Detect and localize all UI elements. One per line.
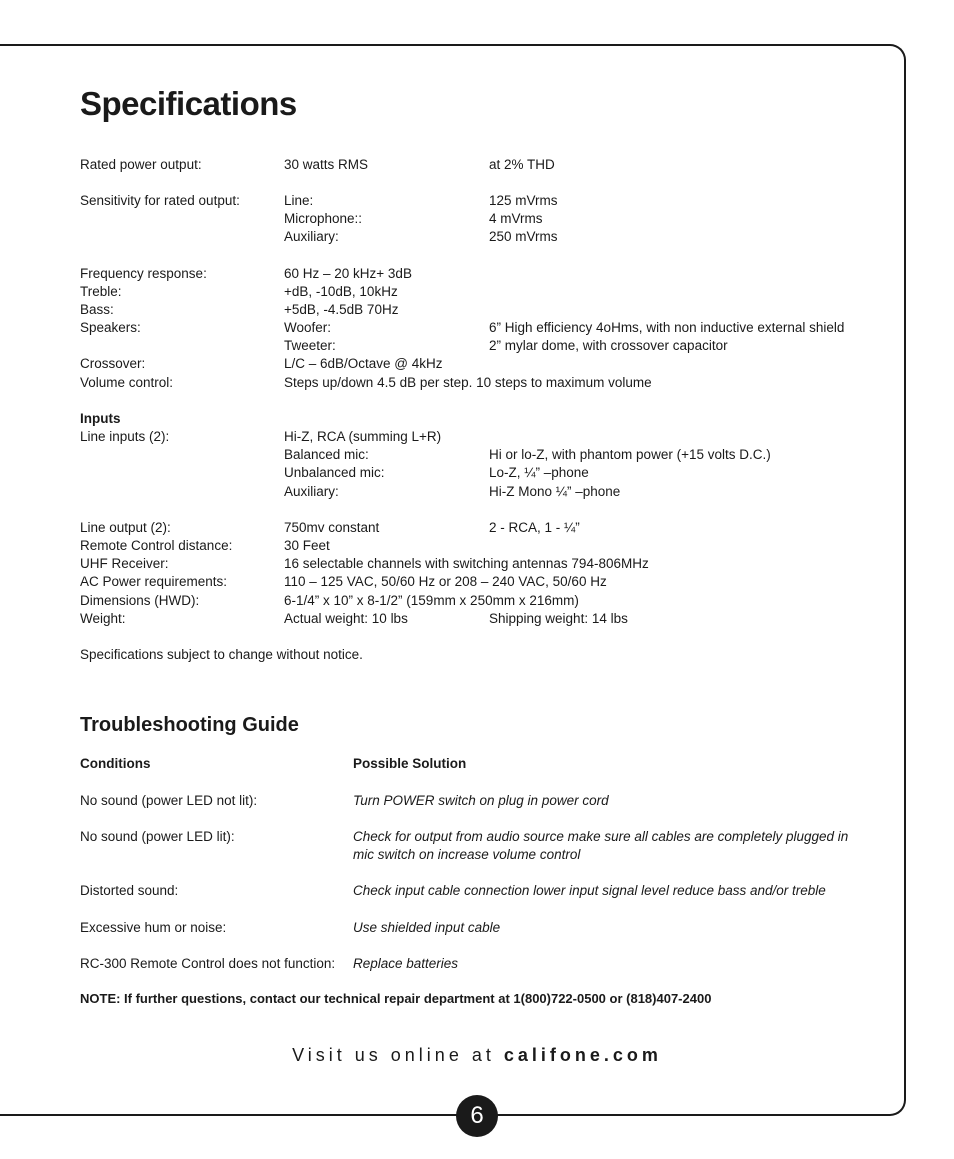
spec-value: 30 watts RMS	[284, 157, 369, 172]
condition-text: Excessive hum or noise:	[80, 920, 227, 935]
condition-text: No sound (power LED lit):	[80, 829, 235, 844]
spec-detail: Lo-Z, ¼” –phone	[489, 465, 589, 480]
spec-value: 30 Feet	[284, 538, 330, 553]
condition-text: No sound (power LED not lit):	[80, 793, 258, 808]
solution-text: Check for output from audio source make sure all cables are completely plugged in mic switch on increase volume control	[353, 829, 849, 862]
spec-detail: Shipping weight: 14 lbs	[489, 611, 628, 626]
spec-detail: 2” mylar dome, with crossover capacitor	[489, 338, 728, 353]
condition-text: Distorted sound:	[80, 883, 179, 898]
spec-value: 110 – 125 VAC, 50/60 Hz or 208 – 240 VAC, 50/60 Hz	[284, 574, 607, 589]
spec-label: UHF Receiver:	[80, 556, 169, 571]
spec-note: Specifications subject to change without notice.	[80, 647, 363, 662]
spec-detail: Hi or lo-Z, with phantom power (+15 volts D.C.)	[489, 447, 771, 462]
spec-detail: Hi-Z Mono ¼” –phone	[489, 484, 621, 499]
spec-value: Tweeter:	[284, 338, 336, 353]
spec-detail: 250 mVrms	[489, 229, 558, 244]
solution-text: Use shielded input cable	[353, 920, 501, 935]
spec-value: Unbalanced mic:	[284, 465, 385, 480]
spec-label: Line output (2):	[80, 520, 171, 535]
spec-label: Inputs	[80, 411, 121, 426]
spec-label: Speakers:	[80, 320, 141, 335]
spec-value: Hi-Z, RCA (summing L+R)	[284, 429, 442, 444]
condition-text: RC-300 Remote Control does not function:	[80, 956, 336, 971]
page-number: 6	[456, 1095, 498, 1137]
solution-column-header: Possible Solution	[353, 756, 467, 771]
spec-detail: 6” High efficiency 4oHms, with non inductive external shield	[489, 320, 845, 335]
spec-label: Frequency response:	[80, 266, 207, 281]
spec-value: Auxiliary:	[284, 484, 339, 499]
spec-label: Remote Control distance:	[80, 538, 233, 553]
spec-label: Treble:	[80, 284, 122, 299]
spec-value: 60 Hz – 20 kHz+ 3dB	[284, 266, 412, 281]
spec-label: Sensitivity for rated output:	[80, 193, 240, 208]
spec-value: Balanced mic:	[284, 447, 369, 462]
spec-label: Weight:	[80, 611, 126, 626]
spec-value: Microphone::	[284, 211, 363, 226]
spec-label: Dimensions (HWD):	[80, 593, 200, 608]
spec-value: 6-1/4” x 10” x 8-1/2” (159mm x 250mm x 216mm)	[284, 593, 579, 608]
solution-text: Check input cable connection lower input signal level reduce bass and/or treble	[353, 883, 826, 898]
page-title: Specifications	[80, 85, 297, 122]
spec-label: Rated power output:	[80, 157, 202, 172]
solution-text: Replace batteries	[353, 956, 459, 971]
spec-value: Steps up/down 4.5 dB per step. 10 steps to maximum volume	[284, 375, 652, 390]
spec-label: Line inputs (2):	[80, 429, 170, 444]
spec-value: L/C – 6dB/Octave @ 4kHz	[284, 356, 443, 371]
spec-value: Actual weight: 10 lbs	[284, 611, 408, 626]
support-note: NOTE: If further questions, contact our technical repair department at 1(800)722-0500 or (818)407-2400	[80, 991, 712, 1006]
spec-value: Woofer:	[284, 320, 332, 335]
troubleshooting-heading: Troubleshooting Guide	[80, 714, 299, 736]
spec-value: +dB, -10dB, 10kHz	[284, 284, 398, 299]
spec-value: 16 selectable channels with switching antennas 794-806MHz	[284, 556, 649, 571]
spec-label: Volume control:	[80, 375, 174, 390]
spec-label: Crossover:	[80, 356, 146, 371]
spec-value: Auxiliary:	[284, 229, 339, 244]
spec-label: Bass:	[80, 302, 114, 317]
spec-value: +5dB, -4.5dB 70Hz	[284, 302, 399, 317]
spec-value: Line:	[284, 193, 314, 208]
spec-detail: at 2% THD	[489, 157, 555, 172]
website-link[interactable]: califone.com	[503, 1045, 662, 1065]
solution-text: Turn POWER switch on plug in power cord	[353, 793, 609, 808]
spec-value: 750mv constant	[284, 520, 380, 535]
website-footer	[0, 1042, 954, 1068]
spec-detail: 2 - RCA, 1 - ¼”	[489, 520, 580, 535]
spec-label: AC Power requirements:	[80, 574, 228, 589]
visit-text: Visit us online at	[292, 1045, 495, 1065]
spec-detail: 4 mVrms	[489, 211, 543, 226]
conditions-column-header: Conditions	[80, 756, 151, 771]
spec-detail: 125 mVrms	[489, 193, 558, 208]
